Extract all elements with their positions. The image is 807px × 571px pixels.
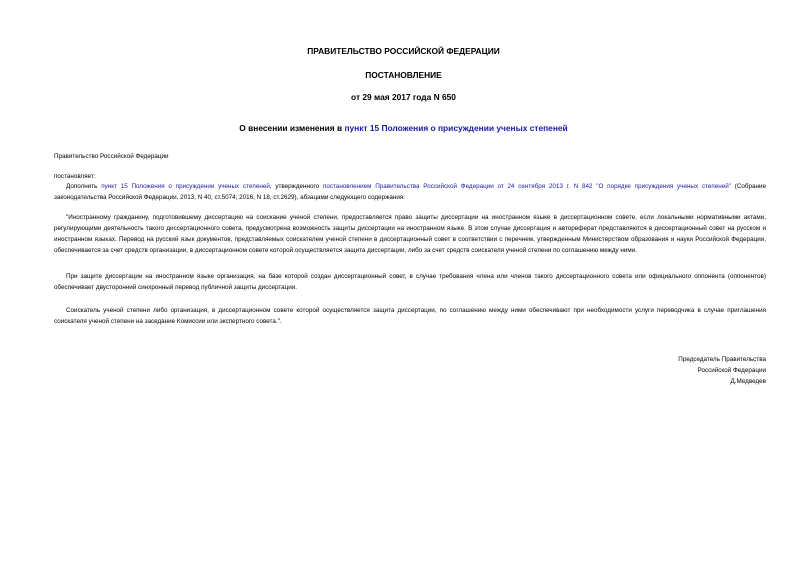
date-heading: от 29 мая 2017 года N 650 — [351, 92, 456, 102]
title-link[interactable]: пункт 15 Положения о присуждении ученых степеней — [344, 123, 568, 133]
signature-title: Председатель Правительства — [678, 356, 766, 363]
signature-block — [566, 354, 766, 387]
signature-name: Д.Медведев — [730, 378, 766, 385]
main-text-3: (Собрание законодательства Российской Федерации, 2013, N 40, ст.5074; 2016, N 18, ст.2629), абзацами следующего содержания: — [54, 183, 766, 201]
government-heading: ПРАВИТЕЛЬСТВО РОССИЙСКОЙ ФЕДЕРАЦИИ — [307, 46, 500, 56]
postanovlyaet-line: постановляет: — [54, 173, 96, 180]
document-title — [0, 123, 807, 134]
main-text-2: , утвержденного — [269, 183, 323, 190]
title-prefix: О внесении изменения в — [239, 123, 345, 133]
main-text-1: Дополнить — [66, 183, 102, 190]
quote-paragraph-1: "Иностранному гражданину, подготовившему диссертацию на соискание ученой степени, предоставляется право защиты диссертации на иностранном языке в диссертационном совете, если локальными нормативными актами, регулирующими деятельность такого диссертационного совета, предусмотрена возможность защиты диссертации на иностранном языке. В этом случае диссертация и автореферат представляются в диссертационный совет на русском и иностранном языках. Перевод на русский язык документов, представляемых соискателем ученой степени в диссертационный совет в соответствии с перечнем, утвержденным Министерством образования и науки Российской Федерации, обеспечивается за счет средств организации, в диссертационном совете которой осуществляется защита диссертации, либо за счет средств соискателя ученой степени по соглашению между ними. — [54, 214, 766, 254]
doc-type-heading: ПОСТАНОВЛЕНИЕ — [365, 70, 442, 80]
quote-paragraph-2: При защите диссертации на иностранном языке организация, на базе которой создан диссертационный совет, в случае требования члена или членов такого диссертационного совета или официального оппонента (оппонентов) обеспечивает двусторонний синхронный перевод публичной защиты диссертации. — [54, 273, 766, 291]
government-line: Правительство Российской Федерации — [54, 153, 169, 160]
main-link-1[interactable]: пункт 15 Положения о присуждении ученых степеней — [101, 183, 270, 190]
signature-country: Российской Федерации — [697, 367, 766, 374]
quote-paragraph-3: Соискатель ученой степени либо организация, в диссертационном совете которой осуществляется защита диссертации, по соглашению между ними обеспечивают при необходимости услуги переводчика в случае приглашения соискателя ученой степени на заседание Комиссии или экспертного совета.". — [54, 307, 766, 325]
main-paragraph — [54, 181, 766, 203]
main-link-2[interactable]: постановлением Правительства Российской Федерации от 24 сентября 2013 г. N 842 "О порядке присуждения ученых степеней" — [322, 183, 731, 190]
